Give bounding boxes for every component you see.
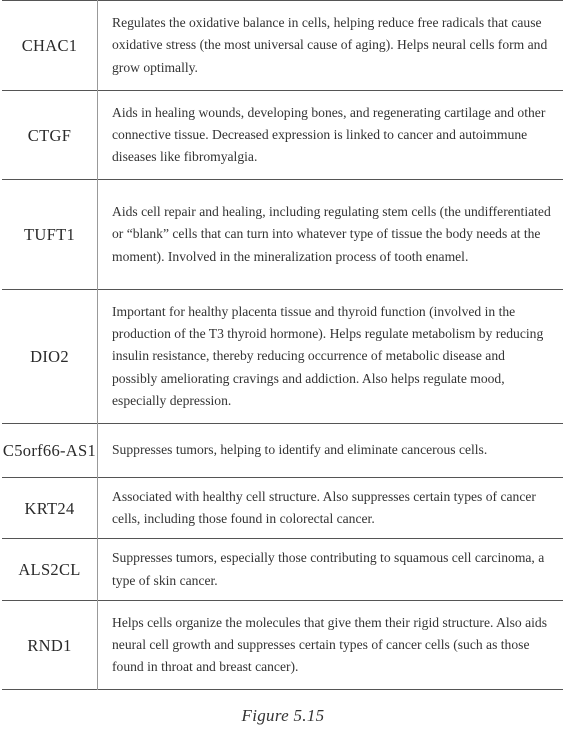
gene-description: Important for healthy placenta tissue and thyroid function (involved in the production of the T3 thyroid hormone). Helps regulate metabolism by reducing insulin resistance, thereby reducing occurrence of metabolic disease and possibly ameliorating cravings and addiction. Also helps regulate mood, especially depression. (112, 303, 544, 408)
table-row (2, 180, 563, 290)
table-row (2, 91, 563, 180)
gene-name: CTGF (2, 91, 98, 180)
gene-name: RND1 (2, 601, 98, 690)
gene-name: C5orf66-AS1 (2, 424, 98, 478)
gene-description: Aids in healing wounds, developing bones, and regenerating cartilage and other connective tissue. Decreased expression is linked to cancer and autoimmune diseases like fibromyalgia. (112, 104, 546, 165)
table-row (2, 539, 563, 601)
table-row (2, 1, 563, 91)
table-row (2, 601, 563, 690)
figure-caption: Figure 5.15 (241, 706, 325, 725)
gene-name: DIO2 (2, 290, 98, 424)
table-row (2, 478, 563, 539)
gene-name: CHAC1 (2, 1, 98, 91)
gene-name: ALS2CL (2, 539, 98, 601)
table-row (2, 290, 563, 424)
gene-description: Regulates the oxidative balance in cells, helping reduce free radicals that cause oxidative stress (the most universal cause of aging). Helps neural cells form and grow optimally. (112, 15, 548, 75)
gene-description: Aids cell repair and healing, including regulating stem cells (the undifferentiated or “blank” cells that can turn into whatever type of tissue the body needs at the moment). Involved in the mineralization process of tooth enamel. (112, 204, 551, 264)
gene-description: Suppresses tumors, especially those contributing to squamous cell carcinoma, a type of skin cancer. (112, 550, 545, 588)
gene-description: Suppresses tumors, helping to identify and eliminate cancerous cells. (112, 442, 488, 458)
gene-function-table (2, 0, 563, 690)
gene-description: Associated with healthy cell structure. Also suppresses certain types of cancer cells, including those found in colorectal cancer. (112, 488, 536, 526)
gene-name: TUFT1 (2, 180, 98, 290)
gene-description: Helps cells organize the molecules that give them their rigid structure. Also aids neural cell growth and suppresses certain types of cancer cells (such as those found in throat and breast cancer). (112, 614, 548, 675)
gene-name: KRT24 (2, 478, 98, 539)
table-row (2, 424, 563, 478)
